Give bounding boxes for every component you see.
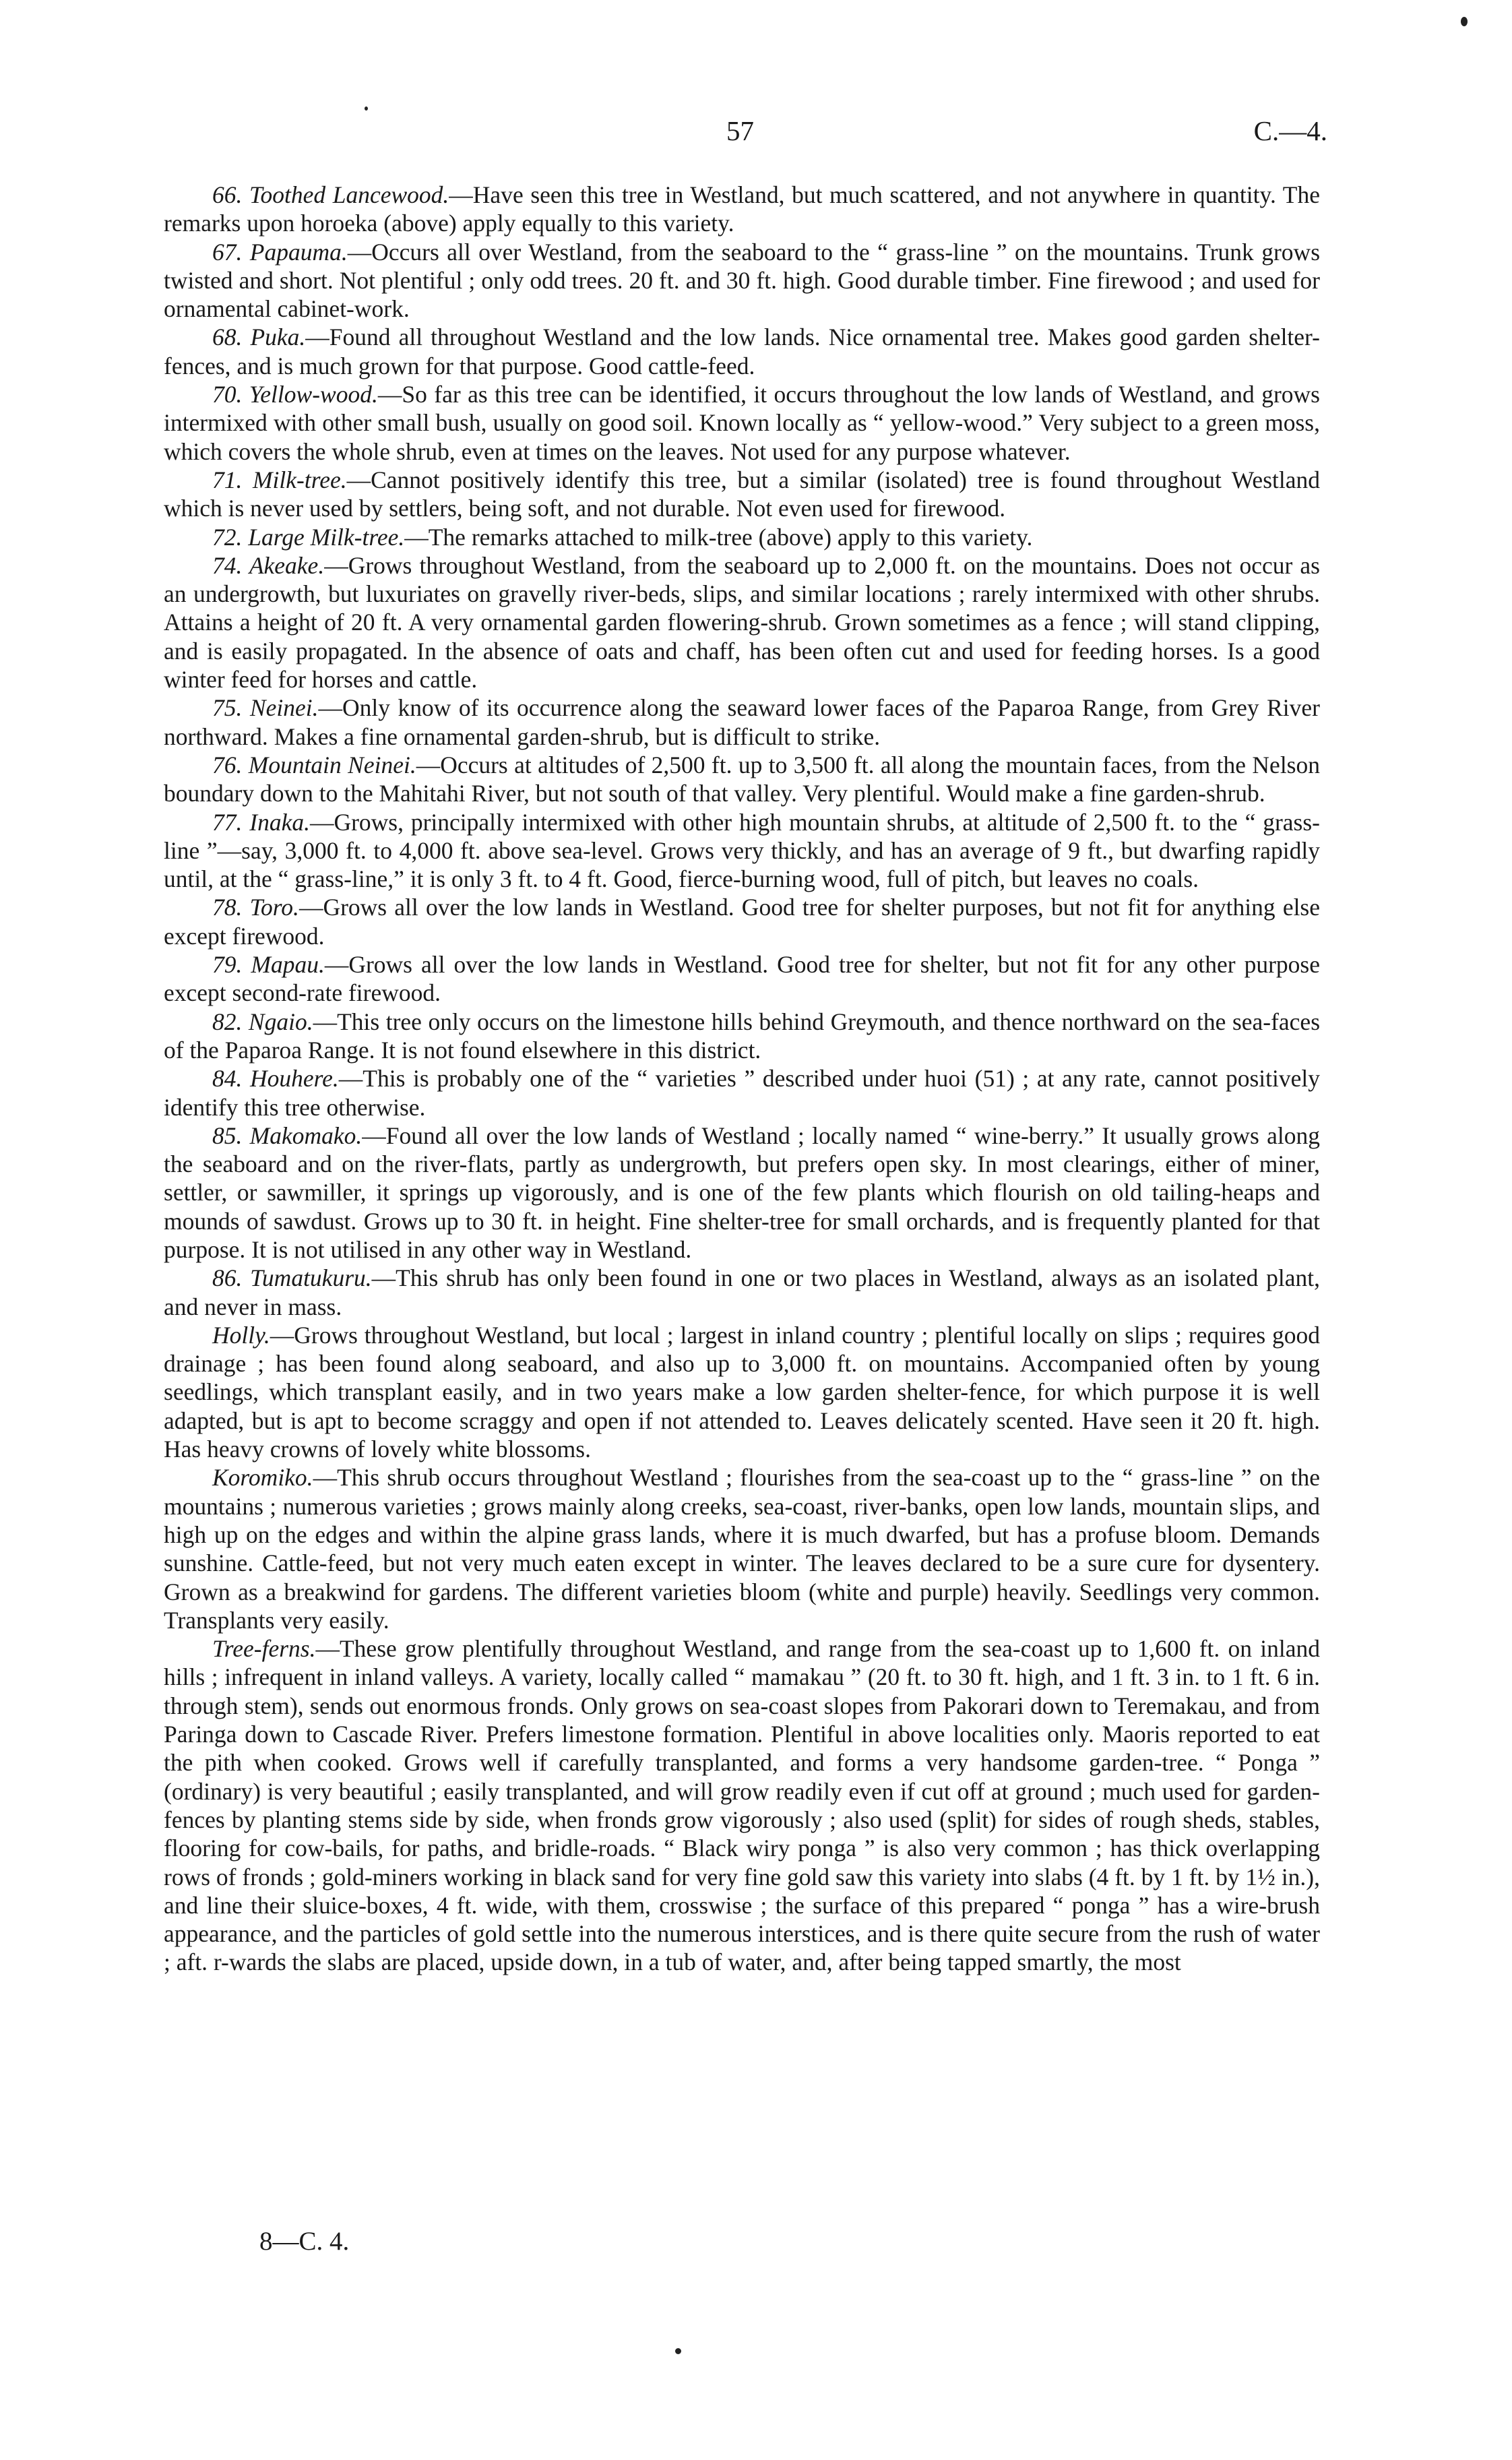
entry-term: 72. Large Milk-tree. (212, 523, 405, 551)
entry-text: —Found all over the low lands of Westland ; locally named “ wine-berry.” It usually grows along the seaboard and on the river-flats, partly as undergrowth, but prefers open sky. In most clearings, either of miner, settler, or sawmiller, it springs up vigorously, and is one of the few plants which flourish on old tailing-heaps and mounds of sawdust. Grows up to 30 ft. in height. Fine shelter-tree for small orchards, and is frequently planted for that purpose. It is not utilised in any other way in Westland. (164, 1121, 1320, 1263)
entry-paragraph (164, 893, 1320, 950)
entry-paragraph (164, 380, 1320, 466)
entry-text: —This shrub has only been found in one or two places in Westland, always as an isolated plant, and never in mass. (164, 1264, 1321, 1320)
entry-term: Tree-ferns. (212, 1635, 316, 1663)
entry-text: —This tree only occurs on the limestone hills behind Greymouth, and thence northward on the sea-faces of the Paparoa Range. It is not found elsewhere in this district. (164, 1008, 1321, 1064)
entry-paragraph (164, 551, 1320, 694)
print-speck (365, 106, 368, 111)
entry-text: —Have seen this tree in Westland, but much scattered, and not anywhere in quantity. The remarks upon horoeka (above) apply equally to this variety. (164, 181, 1320, 237)
entry-text: —Grows all over the low lands in Westland. Good tree for shelter purposes, but not fit for anything else except firewood. (164, 894, 1321, 950)
entry-paragraph (164, 1121, 1320, 1264)
footer-signature: 8—C. 4. (259, 2227, 350, 2256)
entry-text: —This is probably one of the “ varieties ” described under huoi (51) ; at any rate, cannot positively identify this tree otherwise. (164, 1065, 1320, 1121)
entry-term: 77. Inaka. (212, 808, 310, 836)
print-speck (1461, 17, 1468, 26)
entry-text: —This shrub occurs throughout Westland ; flourishes from the sea-coast up to the “ grass-line ” on the mountains ; numerous varieties ; grows mainly along creeks, sea-coast, river-banks, open low lands, mountain slips, and high up on the edges and within the alpine grass lands, where it is much dwarfed, but has a profuse bloom. Demands sunshine. Cattle-feed, but not very much eaten except in winter. The leaves declared to be a sure cure for dysentery. Grown as a breakwind for gardens. The different varieties bloom (white and purple) heavily. Seedlings very common. Transplants very easily. (164, 1464, 1320, 1634)
entry-paragraph (164, 950, 1320, 1008)
entry-term: Holly. (212, 1321, 270, 1349)
entry-term: 71. Milk-tree. (212, 466, 347, 493)
entry-term: 84. Houhere. (212, 1065, 339, 1093)
entry-term: 86. Tumatukuru. (212, 1264, 372, 1292)
entry-paragraph (164, 466, 1320, 523)
entry-text: —Cannot positively identify this tree, but a similar (isolated) tree is found throughout Westland which is never used by settlers, being soft, and not durable. Not even used for firewood. (164, 466, 1320, 522)
entry-paragraph (164, 1008, 1320, 1065)
entry-term: 78. Toro. (212, 894, 299, 921)
entry-paragraph (164, 523, 1320, 551)
entry-paragraph (164, 1321, 1320, 1463)
entry-paragraph (164, 1064, 1320, 1121)
entry-paragraph (164, 1264, 1320, 1321)
entry-text: —These grow plentifully throughout Westland, and range from the sea-coast up to 1,600 ft. on inland hills ; infrequent in inland valleys. A variety, locally called “ mamakau ” (20 ft. to 30 ft. high, and 1 ft. 3 in. to 1 ft. 6 in. through stem), sends out enormous fronds. Only grows on sea-coast slopes from Pakorari down to Teremakau, and from Paringa down to Cascade River. Prefers limestone formation. Plentiful in above localities only. Maoris reported to eat the pith when cooked. Grows well if carefully transplanted, and forms a very handsome garden-tree. “ Ponga ” (ordinary) is very beautiful ; easily transplanted, and will grow readily even if cut off at ground ; much used for garden-fences by planting stems side by side, when fronds grow vigorously ; also used (split) for sides of rough sheds, stables, flooring for cow-bails, for paths, and bridle-roads. “ Black wiry ponga ” is also very common ; has thick overlapping rows of fronds ; gold-miners working in black sand for very fine gold saw this variety into slabs (4 ft. by 1 ft. by 1½ in.), and line their sluice-boxes, 4 ft. wide, with them, crosswise ; the surface of this prepared “ ponga ” has a wire-brush appearance, and the particles of gold settle into the numerous interstices, and is there quite secure from the rush of water ; aft. r-wards the slabs are placed, upside down, in a tub of water, and, after being tapped smartly, the most (164, 1635, 1320, 1976)
entry-paragraph (164, 1463, 1320, 1634)
entry-paragraph (164, 751, 1320, 808)
entry-text: —Occurs all over Westland, from the seaboard to the “ grass-line ” on the mountains. Trunk grows twisted and short. Not plentiful ; only odd trees. 20 ft. and 30 ft. high. Good durable timber. Fine firewood ; and used for ornamental cabinet-work. (164, 238, 1321, 323)
entry-text: —Grows throughout Westland, but local ; largest in inland country ; plentiful locally on slips ; requires good drainage ; has been found along seaboard, and also up to 3,000 ft. on mountains. Accompanied often by young seedlings, which transplant easily, and in two years make a low garden shelter-fence, for which purpose it is well adapted, but is apt to become scraggy and open if not attended to. Leaves delicately scented. Have seen it 20 ft. high. Has heavy crowns of lovely white blossoms. (164, 1321, 1320, 1463)
entry-term: 66. Toothed Lancewood. (212, 181, 449, 208)
entry-paragraph (164, 181, 1320, 238)
entry-text: —Occurs at altitudes of 2,500 ft. up to 3,500 ft. all along the mountain faces, from the Nelson boundary down to the Mahitahi River, but not south of that valley. Very plentiful. Would make a fine garden-shrub. (164, 751, 1320, 807)
entry-term: Koromiko. (212, 1464, 313, 1492)
entry-text: —Grows throughout Westland, from the seaboard up to 2,000 ft. on the mountains. Does not occur as an undergrowth, but luxuriates on gravelly river-beds, slips, and similar locations ; rarely intermixed with other shrubs. Attains a height of 20 ft. A very ornamental garden flowering-shrub. Grown sometimes as a fence ; will stand clipping, and is easily propagated. In the absence of oats and chaff, has been often cut and used for feeding horses. Is a good winter feed for horses and cattle. (164, 551, 1320, 694)
entry-text: —So far as this tree can be identified, it occurs throughout the low lands of Westland, and grows intermixed with other small bush, usually on good soil. Known locally as “ yellow-wood.” Very subject to a green moss, which covers the whole shrub, even at times on the leaves. Not used for any purpose whatever. (164, 381, 1320, 465)
document-reference: C.—4. (1253, 115, 1327, 146)
entry-text: —The remarks attached to milk-tree (above) apply to this variety. (404, 523, 1033, 551)
entry-paragraph (164, 694, 1320, 751)
page-number: 57 (726, 115, 754, 146)
entry-term: 70. Yellow-wood. (212, 381, 378, 408)
entry-term: 75. Neinei. (212, 694, 319, 722)
entry-text: —Found all throughout Westland and the low lands. Nice ornamental tree. Makes good garden shelter-fences, and is much grown for that purpose. Good cattle-feed. (164, 324, 1320, 379)
entry-paragraph (164, 1634, 1320, 1977)
entry-paragraph (164, 323, 1320, 380)
print-speck (675, 2348, 681, 2354)
entry-term: 82. Ngaio. (212, 1008, 313, 1035)
entry-text: —Grows, principally intermixed with other high mountain shrubs, at altitude of 2,500 ft. to the “ grass-line ”—say, 3,000 ft. to 4,000 ft. above sea-level. Grows very thickly, and has an average of 9 ft., but dwarfing rapidly until, at the “ grass-line,” it is only 3 ft. to 4 ft. Good, fierce-burning wood, full of pitch, but leaves no coals. (164, 808, 1320, 893)
entry-paragraph (164, 238, 1320, 324)
entry-term: 67. Papauma. (212, 238, 348, 266)
entry-term: 85. Makomako. (212, 1121, 363, 1149)
entry-term: 79. Mapau. (212, 951, 325, 979)
entry-term: 68. Puka. (212, 324, 306, 351)
entry-text: —Grows all over the low lands in Westland. Good tree for shelter, but not fit for any other purpose except second-rate firewood. (164, 951, 1320, 1007)
body-text (164, 181, 1320, 1977)
entry-term: 76. Mountain Neinei. (212, 751, 416, 778)
entry-text: —Only know of its occurrence along the seaward lower faces of the Paparoa Range, from Grey River northward. Makes a fine ornamental garden-shrub, but is difficult to strike. (164, 694, 1320, 750)
entry-paragraph (164, 808, 1320, 894)
entry-term: 74. Akeake. (212, 551, 325, 579)
